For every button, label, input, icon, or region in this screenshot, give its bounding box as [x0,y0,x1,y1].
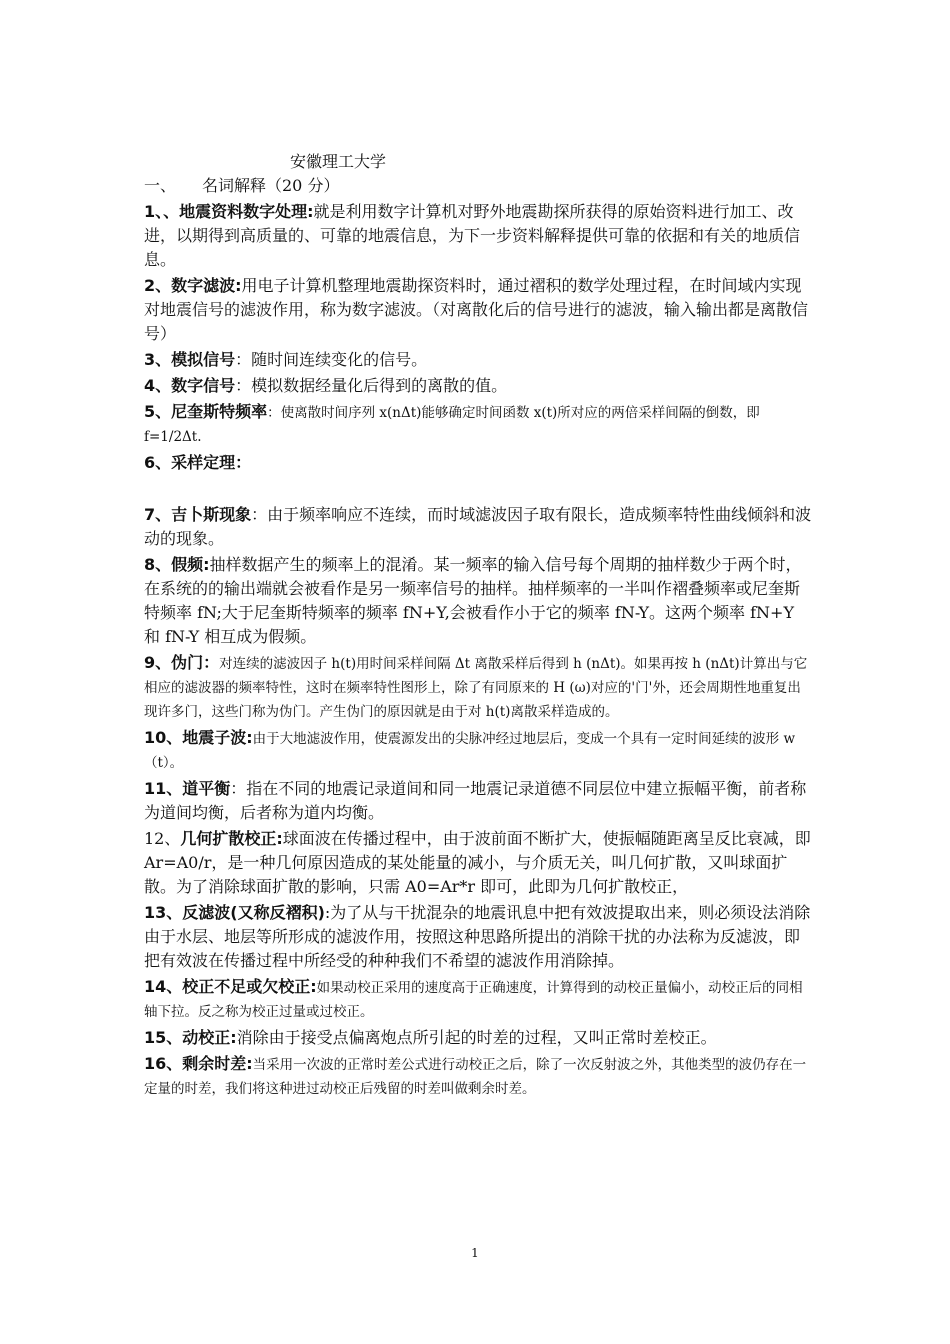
section-number: 一、 [144,176,177,195]
entry-term: 5、尼奎斯特频率 [144,402,268,421]
entry-term: 4、数字信号 [144,376,236,395]
entry-4 [144,374,812,398]
document-body [144,150,812,1103]
entry-12 [144,827,812,899]
entry-term: 7、吉卜斯现象 [144,505,252,524]
entry-term: 1、、地震资料数字处理: [144,202,314,221]
entry-term: 10、地震子波: [144,728,253,747]
entry-14 [144,975,812,1024]
entry-text: ：随时间连续变化的信号。 [235,350,428,369]
entry-15 [144,1026,812,1050]
entry-text: :为了从与干扰混杂的地震讯息中把有效波提取出来，则必须设法消除由于水层、地层等所形成的滤波作用，按照这种思路所提出的消除干扰的办法称为反滤波，即把有效波在传播过程中所经受的种种我们不希望的滤波作用消除掉。 [144,903,811,970]
entry-5 [144,400,812,449]
entry-term: 几何扩散校正: [180,829,283,848]
entry-term: 16、剩余时差: [144,1054,253,1073]
entry-text: ：使离散时间序列 x(nΔt)能够确定时间函数 x(t)所对应的两倍采样间隔的倒数，即 f=1/2Δt. [144,405,760,445]
entry-text: ：指在不同的地震记录道间和同一地震记录道德不同层位中建立振幅平衡，前者称为道间均衡，后者称为道内均衡。 [144,779,807,822]
entry-text: 如果动校正采用的速度高于正确速度，计算得到的动校正量偏小，动校正后的同相轴下拉。反之称为校正过量或过校正。 [144,980,803,1020]
entry-text: 由于大地滤波作用，使震源发出的尖脉冲经过地层后，变成一个具有一定时间延续的波形 w（t）。 [144,731,796,771]
entry-term: 2、数字滤波: [144,276,242,295]
entry-3 [144,348,812,372]
entry-term: 9、伪门： [144,653,220,672]
entry-term: 3、模拟信号 [144,350,236,369]
entry-term: 8、假频: [144,555,210,574]
entry-16 [144,1052,812,1101]
entry-11 [144,777,812,825]
entry-9 [144,651,812,724]
entry-term: 15、动校正: [144,1028,237,1047]
entry-text: 消除由于接受点偏离炮点所引起的时差的过程，又叫正常时差校正。 [236,1028,717,1047]
entry-text: 当采用一次波的正常时差公式进行动校正之后，除了一次反射波之外，其他类型的波仍存在一定量的时差，我们将这种进过动校正后残留的时差叫做剩余时差。 [144,1057,807,1097]
entry-term: 11、道平衡 [144,779,231,798]
entry-prefix: 12、 [144,829,181,848]
entry-text: ：由于频率响应不连续，而时域滤波因子取有限长，造成频率特性曲线倾斜和波动的现象。 [144,505,812,548]
page-number: 1 [471,1246,479,1260]
entry-2 [144,274,812,346]
entry-text: ：模拟数据经量化后得到的离散的值。 [235,376,508,395]
section-heading [144,174,812,198]
entry-term: 6、采样定理： [144,453,252,472]
page-title: 安徽理工大学 [290,152,387,171]
entry-13 [144,901,812,973]
entry-text: 抽样数据产生的频率上的混淆。某一频率的输入信号每个周期的抽样数少于两个时，在系统的的输出端就会被看作是另一频率信号的抽样。抽样频率的一半叫作褶叠频率或尼奎斯特频率 fN;大于尼奎斯特频率的频率 fN+Y,会被看作小于它的频率 fN-Y。这两个频率 fN+Y 和 fN-Y 相互成为假频。 [144,555,802,646]
entry-1 [144,200,812,272]
entry-term: 14、校正不足或欠校正: [144,977,317,996]
entry-term: 13、反滤波(又称反褶积) [144,903,325,922]
entry-10 [144,726,812,775]
entry-6 [144,451,812,475]
entry-text: 就是利用数字计算机对野外地震勘探所获得的原始资料进行加工、改进，以期得到高质量的、可靠的地震信息，为下一步资料解释提供可靠的依据和有关的地质信息。 [144,202,801,269]
section-title: 名词解释（20 分） [202,176,340,195]
entry-text: 对连续的滤波因子 h(t)用时间采样间隔 Δt 离散采样后得到 h (nΔt)。如果再按 h (nΔt)计算出与它相应的滤波器的频率特性，这时在频率特性图形上，除了有同原来的 H (ω)对应的'门'外，还会周期性地重复出现许多门，这些门称为伪门。产生伪门的原因就是由于对 h(t)离散采样造成的。 [144,656,808,720]
entry-text: 球面波在传播过程中，由于波前面不断扩大，使振幅随距离呈反比衰减，即 Ar=A0/r，是一种几何原因造成的某处能量的减小，与介质无关，叫几何扩散，又叫球面扩散。为了消除球面扩散的影响，只需 A0=Ar*r 即可，此即为几何扩散校正， [144,829,811,896]
entry-8 [144,553,812,649]
entry-7 [144,503,812,551]
entry-text: 用电子计算机整理地震勘探资料时，通过褶积的数学处理过程，在时间域内实现对地震信号的滤波作用，称为数字滤波。（对离散化后的信号进行的滤波，输入输出都是离散信号） [144,276,809,343]
